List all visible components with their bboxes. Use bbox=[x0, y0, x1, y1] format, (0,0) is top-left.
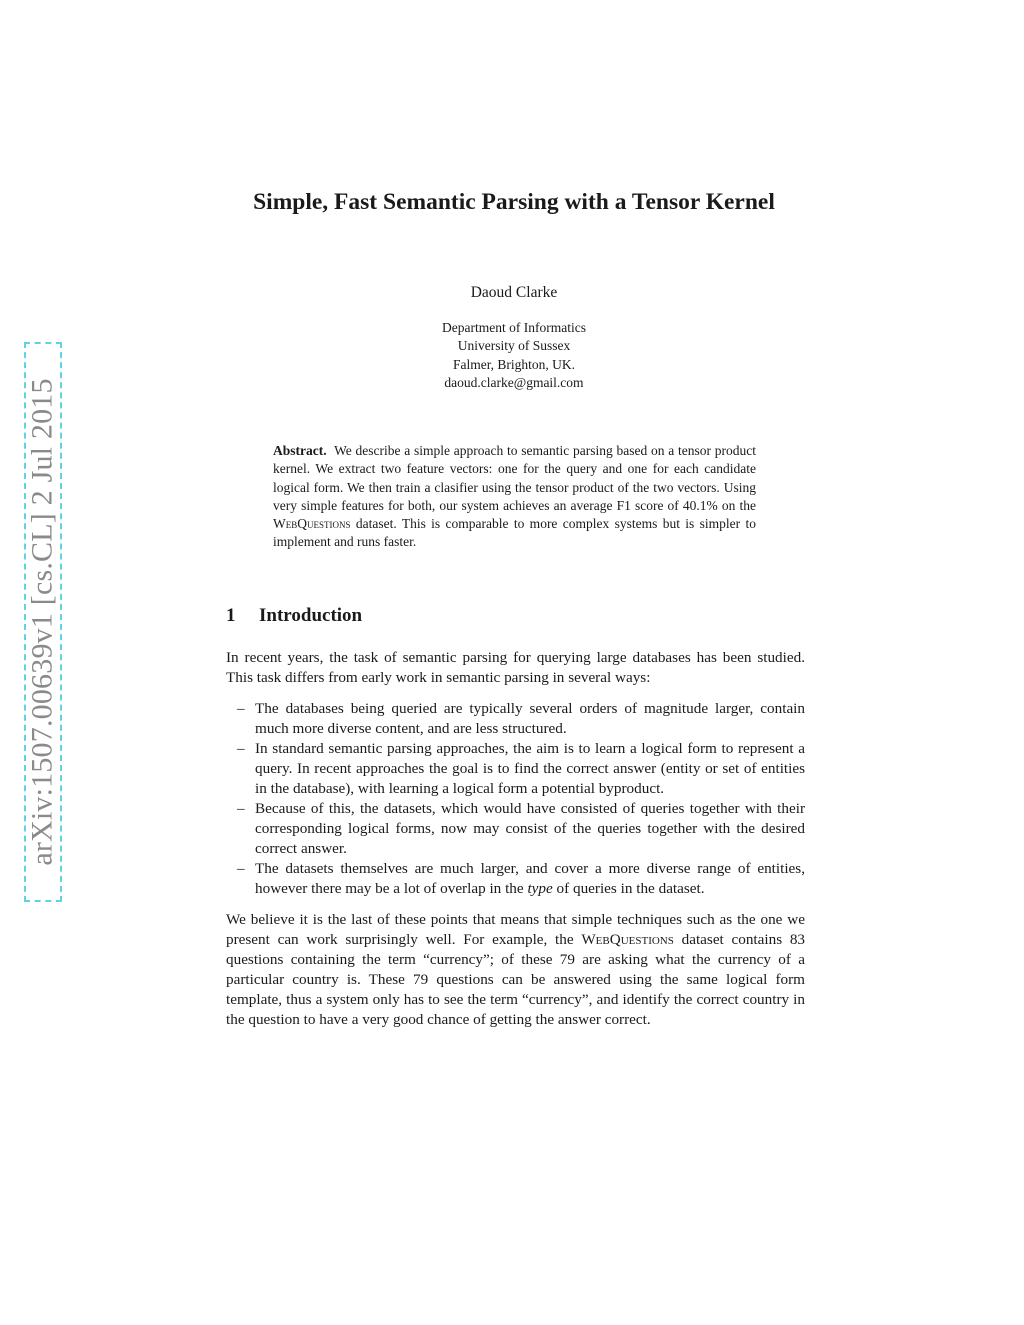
affiliation-department: Department of Informatics bbox=[442, 320, 586, 335]
affiliation-university: University of Sussex bbox=[457, 338, 571, 354]
bullet-dash: – bbox=[237, 740, 245, 757]
affiliation-email: daoud.clarke@gmail.com bbox=[444, 374, 584, 390]
author-name: Daoud Clarke bbox=[470, 284, 558, 301]
intro-paragraph-1: In recent years, the task of semantic parsing for querying large databases has been studied. This task differs from early work in semantic parsing in several ways: bbox=[226, 649, 805, 686]
affiliation-location: Falmer, Brighton, UK. bbox=[452, 356, 576, 372]
abstract-block bbox=[273, 442, 756, 552]
intro-bullet-1 bbox=[226, 699, 805, 739]
bullet-text: Because of this, the datasets, which would have consisted of queries together with their corresponding logical forms, now may consist of the queries together with the desired correct answer. bbox=[255, 800, 805, 857]
bullet-dash: – bbox=[237, 800, 245, 817]
introduction-body bbox=[226, 648, 805, 1030]
abstract-text-part2: dataset. This is comparable to more complex systems but is simpler to implement and runs faster. bbox=[273, 516, 757, 550]
para2-text-part2: dataset contains 83 questions containing the term “currency”; of these 79 are asking what the currency of a particular country is. These 79 questions can be answered using the same logical form template, thus a system only has to see the term “currency”, and identify the correct country in the question to have a very good chance of getting the answer correct. bbox=[226, 931, 806, 1028]
para2-text-part1: We believe it is the last of these points that means that simple techniques such as the one we present can work surprisingly well. For example, the bbox=[226, 911, 805, 948]
bullet-emphasis-type: type bbox=[527, 880, 553, 897]
abstract-dataset-name: WebQuestions bbox=[273, 516, 351, 532]
section-heading-introduction bbox=[226, 604, 806, 628]
intro-paragraph-2 bbox=[226, 910, 805, 1030]
intro-bullet-list bbox=[226, 699, 805, 899]
abstract-label: Abstract. bbox=[273, 443, 327, 458]
intro-bullet-2 bbox=[226, 739, 805, 799]
arxiv-identifier-text: arXiv:1507.00639v1 [cs.CL] 2 Jul 2015 bbox=[26, 378, 60, 866]
bullet-text-part2: of queries in the dataset. bbox=[556, 880, 705, 897]
abstract-text-part1: We describe a simple approach to semantic parsing based on a tensor product kernel. We extract two feature vectors: one for the query and one for each candidate logical form. We then train a clasifier using the tensor product of the two vectors. Using very simple features for both, our system achieves an average F1 score of 40.1% on the bbox=[273, 443, 756, 513]
bullet-text: In standard semantic parsing approaches, the aim is to learn a logical form to represent a query. In recent approaches the goal is to find the correct answer (entity or set of entities in the database), with learning a logical form a potential byproduct. bbox=[255, 740, 805, 797]
bullet-dash: – bbox=[237, 860, 245, 877]
bullet-dash: – bbox=[237, 700, 245, 717]
intro-bullet-4 bbox=[226, 859, 805, 899]
bullet-text-part1: The datasets themselves are much larger, and cover a more diverse range of entities, however there may be a lot of overlap in the bbox=[255, 860, 805, 897]
section-title: Introduction bbox=[259, 605, 363, 626]
para2-dataset-name: WebQuestions bbox=[581, 931, 674, 948]
arxiv-identifier-stamp bbox=[24, 342, 62, 902]
intro-bullet-3 bbox=[226, 799, 805, 859]
bullet-text: The databases being queried are typically several orders of magnitude larger, contain much more diverse content, and are less structured. bbox=[255, 700, 805, 737]
paper-title: Simple, Fast Semantic Parsing with a Tensor Kernel bbox=[253, 189, 775, 215]
section-number: 1 bbox=[226, 605, 236, 626]
author-affiliation bbox=[230, 319, 798, 392]
